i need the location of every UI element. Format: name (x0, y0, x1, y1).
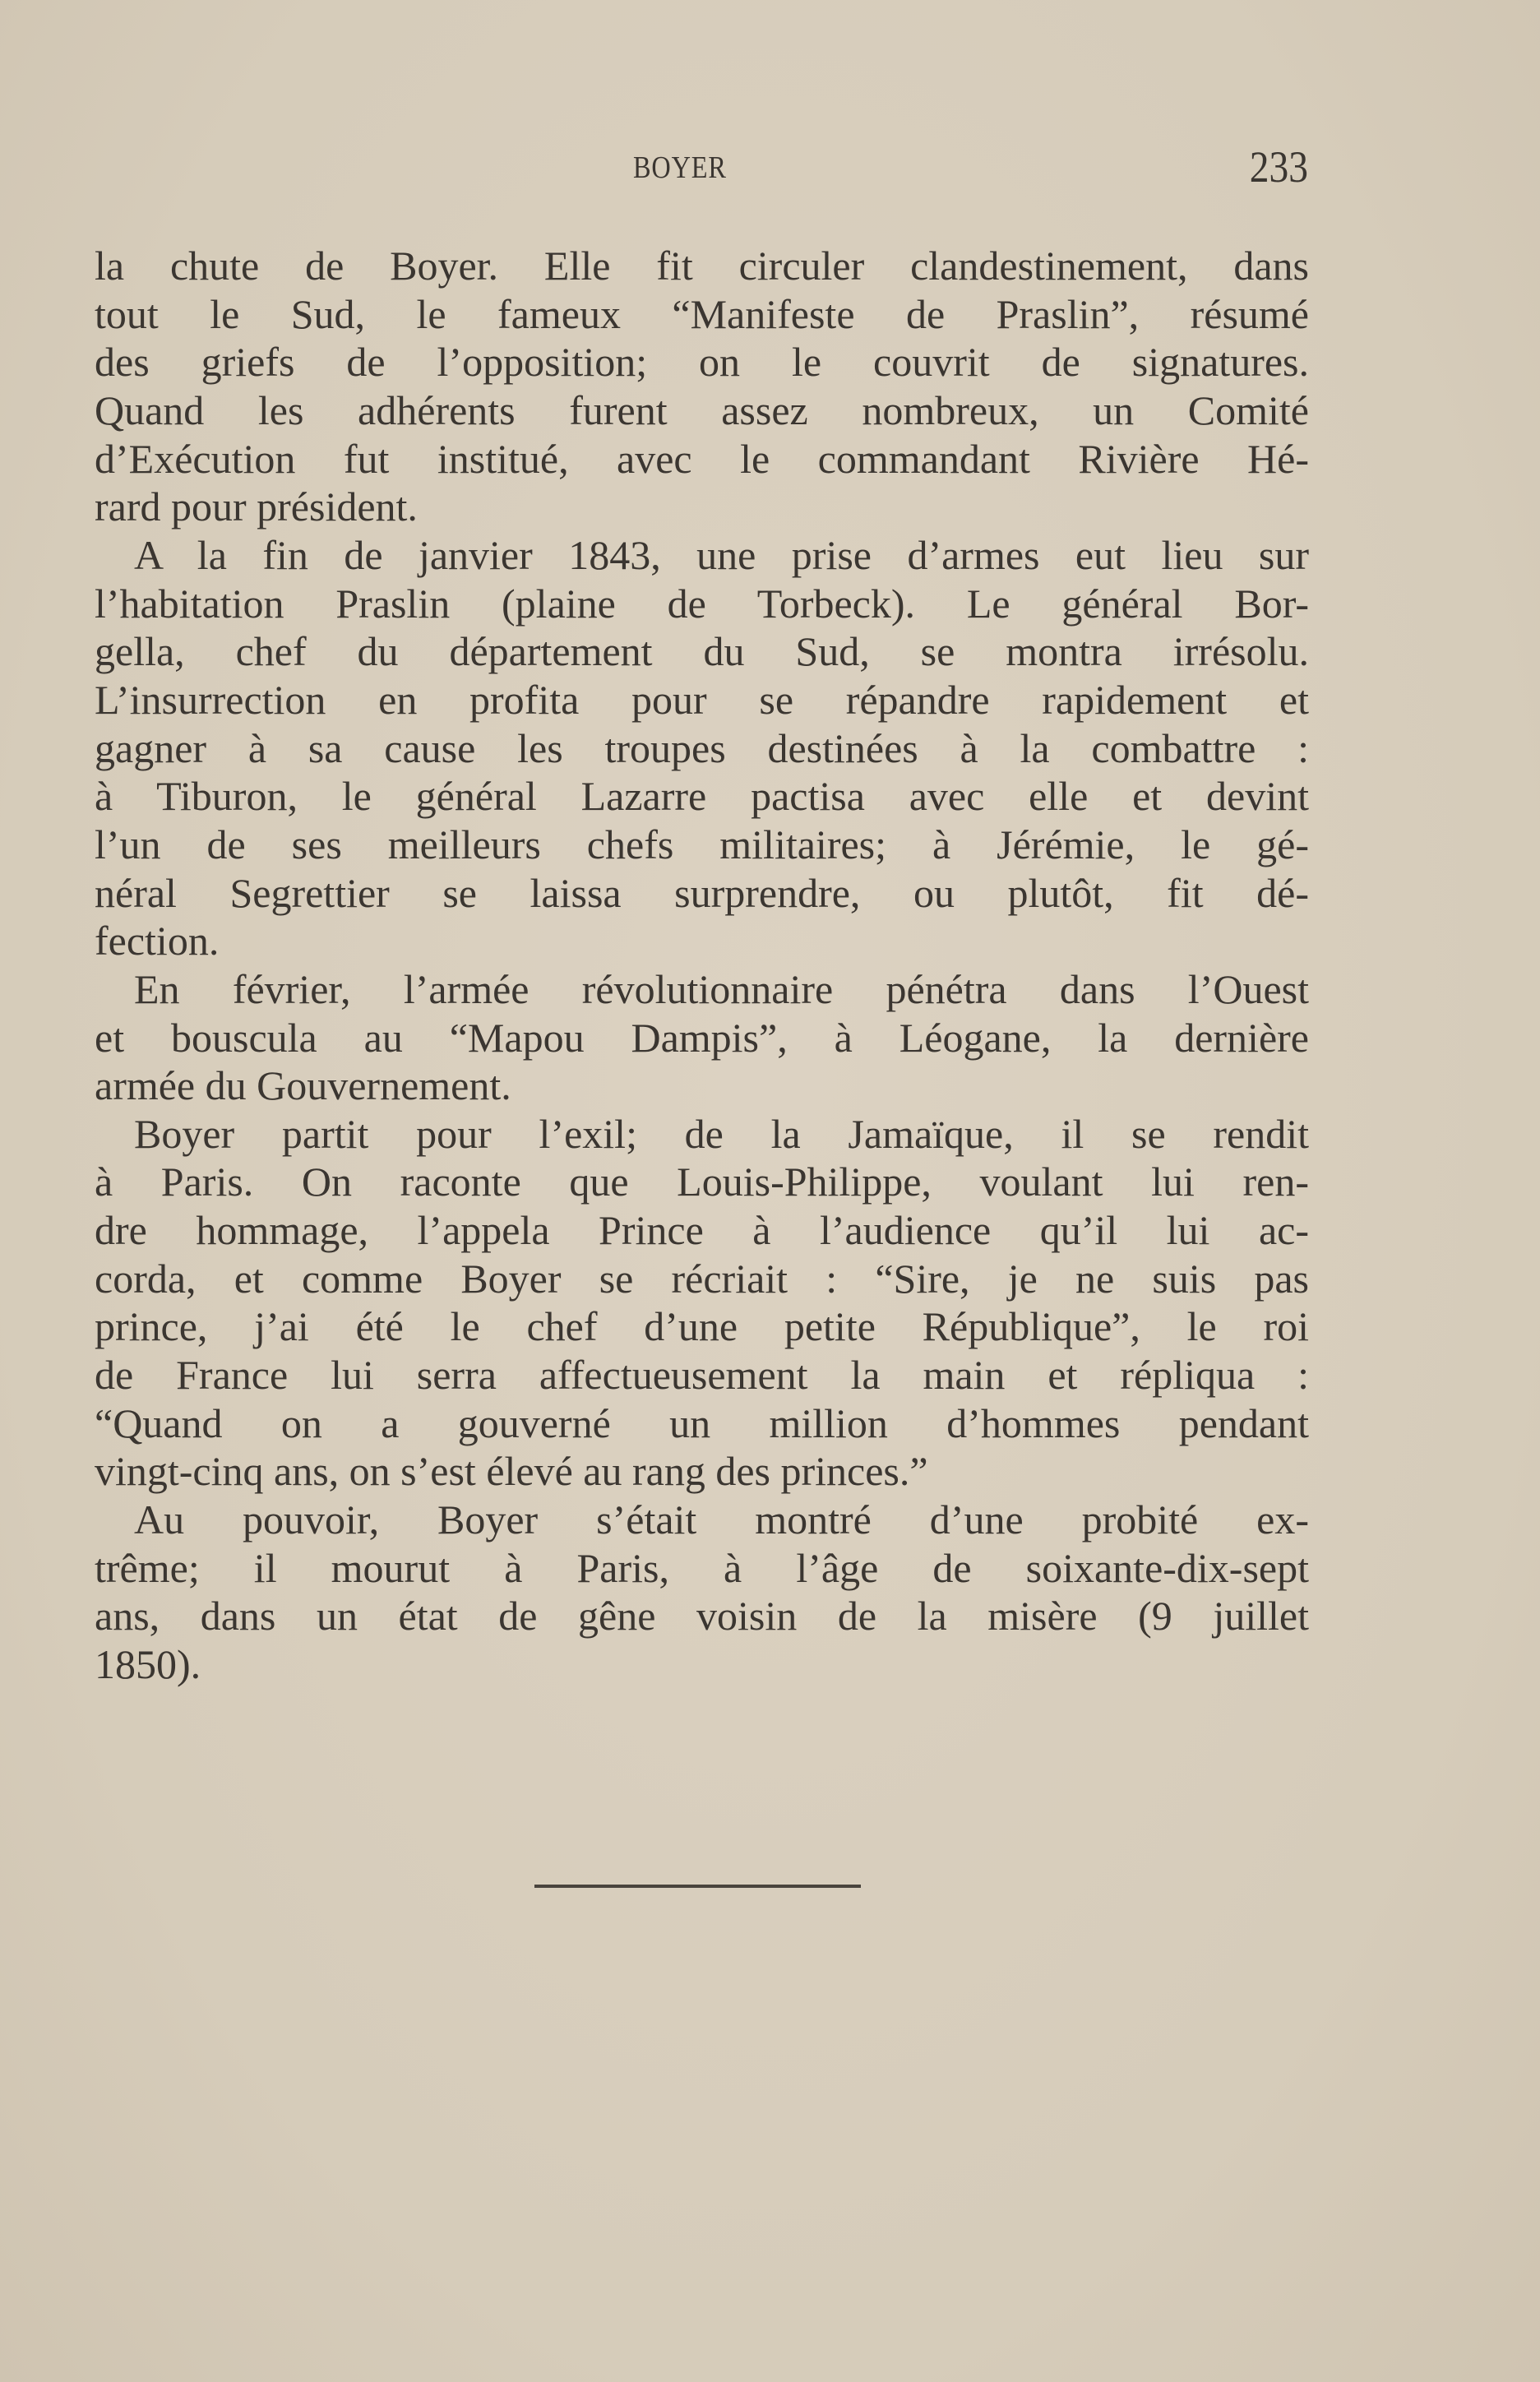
text-line: rard pour président. (95, 483, 418, 530)
running-head (0, 141, 1540, 191)
paragraph (95, 965, 1309, 1110)
text-line: la chute de Boyer. Elle fit circuler clandestinement, dans (95, 243, 1309, 289)
text-line: dre hommage, l’appela Prince à l’audience qu’il lui ac- (95, 1207, 1309, 1254)
text-line: corda, et comme Boyer se récriait : “Sire, je ne suis pas (95, 1255, 1309, 1302)
text-line: Quand les adhérents furent assez nombreux, un Comité (95, 386, 1309, 433)
text-line: A la fin de janvier 1843, une prise d’armes eut lieu sur (134, 531, 1309, 578)
text-line: d’Exécution fut institué, avec le commandant Rivière Hé- (95, 435, 1309, 482)
text-line: des griefs de l’opposition; on le couvrit de signatures. (95, 339, 1309, 386)
body-text (95, 242, 1309, 1689)
text-line: l’habitation Praslin (plaine de Torbeck). Le général Bor- (95, 580, 1309, 627)
text-line: l’un de ses meilleurs chefs militaires; à Jérémie, le gé- (95, 821, 1309, 867)
text-line: tout le Sud, le fameux “Manifeste de Praslin”, résumé (95, 290, 1309, 337)
page-number: 233 (1249, 142, 1308, 192)
text-line: trême; il mourut à Paris, à l’âge de soixante-dix-sept (95, 1544, 1309, 1591)
text-line: gagner à sa cause les troupes destinées à la combattre : (95, 724, 1309, 771)
text-line: Boyer partit pour l’exil; de la Jamaïque, il se rendit (134, 1110, 1309, 1157)
text-line: Au pouvoir, Boyer s’était montré d’une probité ex- (134, 1496, 1309, 1543)
paragraph (95, 1496, 1309, 1689)
paragraph (95, 242, 1309, 531)
paragraph (95, 531, 1309, 965)
text-line: néral Segrettier se laissa surprendre, ou plutôt, fit dé- (95, 869, 1309, 916)
text-line: fection. (95, 918, 220, 964)
text-line: prince, j’ai été le chef d’une petite République”, le roi (95, 1303, 1309, 1350)
text-line: ans, dans un état de gêne voisin de la misère (9 juillet (95, 1593, 1309, 1640)
text-line: de France lui serra affectueusement la main et répliqua : (95, 1352, 1309, 1399)
text-line: “Quand on a gouverné un million d’hommes pendant (95, 1399, 1309, 1446)
text-line: 1850). (95, 1641, 201, 1688)
text-line: gella, chef du département du Sud, se montra irrésolu. (95, 628, 1309, 675)
text-line: à Paris. On raconte que Louis-Philippe, voulant lui ren- (95, 1159, 1309, 1205)
text-line: En février, l’armée révolutionnaire pénétra dans l’Ouest (134, 965, 1309, 1012)
running-head-title: BOYER (633, 150, 727, 185)
paragraph (95, 1110, 1309, 1496)
section-end-rule (534, 1885, 861, 1888)
text-line: armée du Gouvernement. (95, 1062, 511, 1109)
text-line: vingt-cinq ans, on s’est élevé au rang des princes.” (95, 1448, 928, 1495)
text-line: L’insurrection en profita pour se répandre rapidement et (95, 676, 1309, 723)
text-line: et bouscula au “Mapou Dampis”, à Léogane, la dernière (95, 1014, 1309, 1061)
text-line: à Tiburon, le général Lazarre pactisa avec elle et devint (95, 773, 1309, 820)
